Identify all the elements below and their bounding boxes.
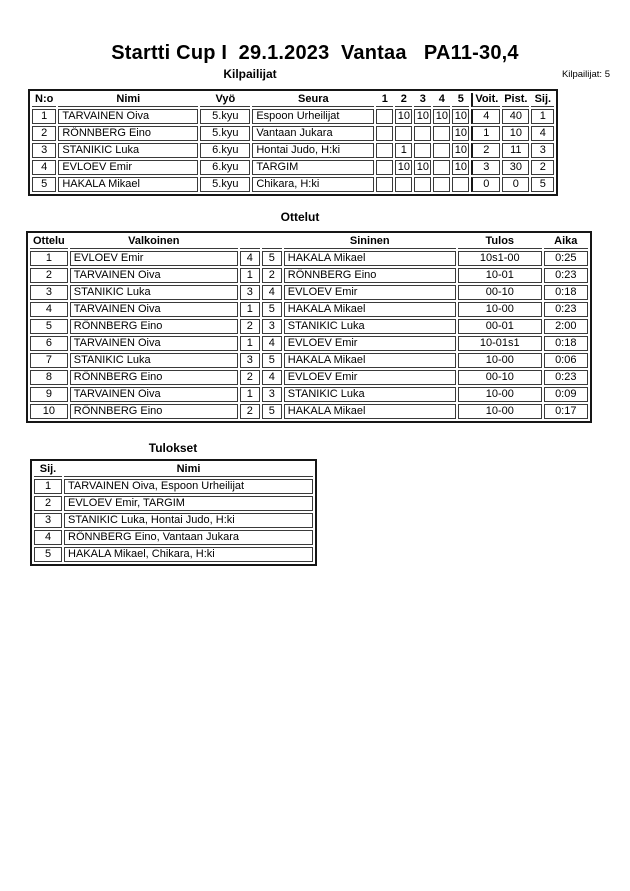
cell-name: STANIKIC Luka, Hontai Judo, H:ki xyxy=(64,513,313,528)
cell-time: 2:00 xyxy=(544,319,588,334)
cell-wins: 2 xyxy=(471,143,500,158)
cell-result: 10-01 xyxy=(458,268,542,283)
col-header-belt: Vyö xyxy=(200,93,250,107)
cell-bno: 3 xyxy=(262,387,282,402)
cell-wno: 3 xyxy=(240,285,260,300)
matches-header-row xyxy=(30,235,588,249)
cell-name: RÖNNBERG Eino xyxy=(58,126,198,141)
cell-club: Hontai Judo, H:ki xyxy=(252,143,374,158)
table-row xyxy=(32,143,554,158)
cell-result: 10-00 xyxy=(458,302,542,317)
col-header-points: Pist. xyxy=(504,93,528,105)
cell-blue: HAKALA Mikael xyxy=(284,404,456,419)
cell-wno: 4 xyxy=(240,251,260,266)
cell-white: TARVAINEN Oiva xyxy=(70,302,238,317)
cell-points: 0 xyxy=(502,177,529,192)
cell-white: RÖNNBERG Eino xyxy=(70,319,238,334)
cell-place: 4 xyxy=(531,126,554,141)
cell-bno: 4 xyxy=(262,370,282,385)
table-row xyxy=(30,285,588,300)
cell-points: 10 xyxy=(502,126,529,141)
cell-bno: 3 xyxy=(262,319,282,334)
col-header-blue-no xyxy=(262,235,282,249)
cell-wins: 0 xyxy=(471,177,500,192)
cell-belt: 5.kyu xyxy=(200,126,250,141)
competitors-section-heading: Kilpailijat xyxy=(223,67,277,81)
table-row xyxy=(30,319,588,334)
cell-r4 xyxy=(433,143,450,158)
table-row xyxy=(34,479,313,494)
cell-r3 xyxy=(414,177,431,192)
cell-points: 30 xyxy=(502,160,529,175)
cell-place: 4 xyxy=(34,530,62,545)
cell-time: 0:23 xyxy=(544,302,588,317)
table-row xyxy=(30,353,588,368)
cell-bno: 5 xyxy=(262,404,282,419)
cell-belt: 5.kyu xyxy=(200,177,250,192)
cell-wno: 3 xyxy=(240,353,260,368)
cell-r1 xyxy=(376,177,393,192)
cell-r4 xyxy=(433,126,450,141)
table-row xyxy=(30,268,588,283)
cell-wno: 1 xyxy=(240,387,260,402)
table-row xyxy=(30,404,588,419)
cell-r1 xyxy=(376,126,393,141)
cell-name: STANIKIC Luka xyxy=(58,143,198,158)
table-row xyxy=(32,109,554,124)
results-body xyxy=(34,479,313,562)
cell-bno: 5 xyxy=(262,353,282,368)
cell-result: 10-00 xyxy=(458,387,542,402)
cell-no: 4 xyxy=(30,302,68,317)
table-row xyxy=(34,547,313,562)
col-header-r3: 3 xyxy=(414,93,431,107)
page-title: Startti Cup I 29.1.2023 Vantaa PA11-30,4 xyxy=(111,42,519,64)
table-row xyxy=(34,530,313,545)
table-row xyxy=(32,126,554,141)
col-header-white-no xyxy=(240,235,260,249)
table-row xyxy=(30,302,588,317)
table-row xyxy=(30,370,588,385)
cell-r3: 10 xyxy=(414,160,431,175)
cell-wins: 3 xyxy=(471,160,500,175)
col-header-name: Nimi xyxy=(58,93,198,107)
col-header-wins: Voit. xyxy=(471,93,500,107)
col-header-r2: 2 xyxy=(395,93,412,107)
cell-white: STANIKIC Luka xyxy=(70,285,238,300)
cell-wno: 1 xyxy=(240,268,260,283)
col-header-blue: Sininen xyxy=(284,235,456,249)
cell-r5: 10 xyxy=(452,126,469,141)
cell-white: RÖNNBERG Eino xyxy=(70,370,238,385)
cell-r5: 10 xyxy=(452,160,469,175)
cell-club: TARGIM xyxy=(252,160,374,175)
cell-name: HAKALA Mikael xyxy=(58,177,198,192)
cell-bno: 5 xyxy=(262,302,282,317)
cell-r4 xyxy=(433,177,450,192)
cell-r1 xyxy=(376,143,393,158)
cell-white: TARVAINEN Oiva xyxy=(70,268,238,283)
matches-section-heading: Ottelut xyxy=(280,210,320,224)
cell-white: TARVAINEN Oiva xyxy=(70,387,238,402)
col-header-place: Sij. xyxy=(531,93,554,107)
cell-name: RÖNNBERG Eino, Vantaan Jukara xyxy=(64,530,313,545)
cell-result: 10-01s1 xyxy=(458,336,542,351)
competitors-table xyxy=(28,89,558,196)
cell-blue: EVLOEV Emir xyxy=(284,370,456,385)
cell-r2: 1 xyxy=(395,143,412,158)
cell-no: 7 xyxy=(30,353,68,368)
cell-wno: 1 xyxy=(240,302,260,317)
results-table xyxy=(30,459,317,566)
cell-r1 xyxy=(376,109,393,124)
cell-white: STANIKIC Luka xyxy=(70,353,238,368)
cell-r2 xyxy=(395,126,412,141)
cell-wins: 1 xyxy=(471,126,500,141)
cell-bno: 5 xyxy=(262,251,282,266)
cell-result: 10-00 xyxy=(458,404,542,419)
cell-no: 3 xyxy=(30,285,68,300)
table-row xyxy=(30,336,588,351)
cell-result: 00-10 xyxy=(458,370,542,385)
cell-time: 0:25 xyxy=(544,251,588,266)
col-header-match-no: Ottelu xyxy=(30,235,68,249)
cell-r4: 10 xyxy=(433,109,450,124)
cell-club: Chikara, H:ki xyxy=(252,177,374,192)
cell-place: 2 xyxy=(34,496,62,511)
cell-r4 xyxy=(433,160,450,175)
cell-r2: 10 xyxy=(395,160,412,175)
cell-place: 1 xyxy=(531,109,554,124)
cell-club: Espoon Urheilijat xyxy=(252,109,374,124)
col-header-name: Nimi xyxy=(64,463,313,477)
cell-bno: 4 xyxy=(262,285,282,300)
cell-r5: 10 xyxy=(452,143,469,158)
cell-white: EVLOEV Emir xyxy=(70,251,238,266)
cell-name: TARVAINEN Oiva, Espoon Urheilijat xyxy=(64,479,313,494)
cell-r3 xyxy=(414,143,431,158)
cell-wno: 2 xyxy=(240,404,260,419)
col-header-r1: 1 xyxy=(376,93,393,107)
col-header-place: Sij. xyxy=(34,463,62,477)
cell-blue: EVLOEV Emir xyxy=(284,336,456,351)
cell-belt: 6.kyu xyxy=(200,143,250,158)
matches-table xyxy=(26,231,592,423)
cell-result: 00-10 xyxy=(458,285,542,300)
cell-no: 4 xyxy=(32,160,56,175)
table-row xyxy=(32,177,554,192)
cell-blue: HAKALA Mikael xyxy=(284,353,456,368)
cell-blue: STANIKIC Luka xyxy=(284,387,456,402)
table-row xyxy=(32,160,554,175)
cell-blue: HAKALA Mikael xyxy=(284,302,456,317)
cell-white: TARVAINEN Oiva xyxy=(70,336,238,351)
results-header-row xyxy=(34,463,313,477)
col-header-no: N:o xyxy=(32,93,56,107)
cell-blue: RÖNNBERG Eino xyxy=(284,268,456,283)
cell-wins: 4 xyxy=(471,109,500,124)
results-section-heading: Tulokset xyxy=(148,441,198,455)
col-header-r4: 4 xyxy=(433,93,450,107)
cell-no: 8 xyxy=(30,370,68,385)
cell-no: 3 xyxy=(32,143,56,158)
competitors-count: Kilpailijat: 5 xyxy=(561,69,610,80)
cell-bno: 4 xyxy=(262,336,282,351)
cell-r1 xyxy=(376,160,393,175)
col-header-result: Tulos xyxy=(458,235,542,249)
cell-belt: 5.kyu xyxy=(200,109,250,124)
cell-name: EVLOEV Emir, TARGIM xyxy=(64,496,313,511)
cell-no: 1 xyxy=(32,109,56,124)
cell-name: EVLOEV Emir xyxy=(58,160,198,175)
cell-wno: 1 xyxy=(240,336,260,351)
cell-place: 5 xyxy=(531,177,554,192)
cell-r2 xyxy=(395,177,412,192)
cell-no: 9 xyxy=(30,387,68,402)
cell-place: 3 xyxy=(531,143,554,158)
cell-r5: 10 xyxy=(452,109,469,124)
cell-no: 10 xyxy=(30,404,68,419)
cell-no: 1 xyxy=(30,251,68,266)
cell-no: 2 xyxy=(32,126,56,141)
cell-no: 5 xyxy=(32,177,56,192)
cell-bno: 2 xyxy=(262,268,282,283)
cell-no: 2 xyxy=(30,268,68,283)
cell-time: 0:18 xyxy=(544,285,588,300)
cell-no: 6 xyxy=(30,336,68,351)
competitors-body xyxy=(32,109,554,192)
cell-time: 0:06 xyxy=(544,353,588,368)
cell-points: 11 xyxy=(502,143,529,158)
cell-wno: 2 xyxy=(240,370,260,385)
cell-blue: HAKALA Mikael xyxy=(284,251,456,266)
cell-place: 2 xyxy=(531,160,554,175)
cell-r5 xyxy=(452,177,469,192)
cell-club: Vantaan Jukara xyxy=(252,126,374,141)
table-row xyxy=(30,387,588,402)
col-header-white: Valkoinen xyxy=(70,235,238,249)
cell-time: 0:23 xyxy=(544,370,588,385)
cell-r2: 10 xyxy=(395,109,412,124)
competitors-header-row xyxy=(32,93,554,107)
col-header-time: Aika xyxy=(544,235,588,249)
col-header-club: Seura xyxy=(252,93,374,107)
table-row xyxy=(34,496,313,511)
cell-time: 0:17 xyxy=(544,404,588,419)
cell-no: 5 xyxy=(30,319,68,334)
cell-points: 40 xyxy=(502,109,529,124)
col-header-r5: 5 xyxy=(452,93,469,107)
cell-place: 1 xyxy=(34,479,62,494)
cell-time: 0:23 xyxy=(544,268,588,283)
cell-r3 xyxy=(414,126,431,141)
table-row xyxy=(34,513,313,528)
cell-result: 10s1-00 xyxy=(458,251,542,266)
table-row xyxy=(30,251,588,266)
cell-white: RÖNNBERG Eino xyxy=(70,404,238,419)
cell-wno: 2 xyxy=(240,319,260,334)
cell-result: 00-01 xyxy=(458,319,542,334)
cell-name: TARVAINEN Oiva xyxy=(58,109,198,124)
cell-blue: STANIKIC Luka xyxy=(284,319,456,334)
cell-blue: EVLOEV Emir xyxy=(284,285,456,300)
matches-body xyxy=(30,251,588,419)
cell-time: 0:18 xyxy=(544,336,588,351)
cell-time: 0:09 xyxy=(544,387,588,402)
cell-result: 10-00 xyxy=(458,353,542,368)
cell-r3: 10 xyxy=(414,109,431,124)
cell-name: HAKALA Mikael, Chikara, H:ki xyxy=(64,547,313,562)
cell-place: 3 xyxy=(34,513,62,528)
cell-belt: 6.kyu xyxy=(200,160,250,175)
cell-place: 5 xyxy=(34,547,62,562)
